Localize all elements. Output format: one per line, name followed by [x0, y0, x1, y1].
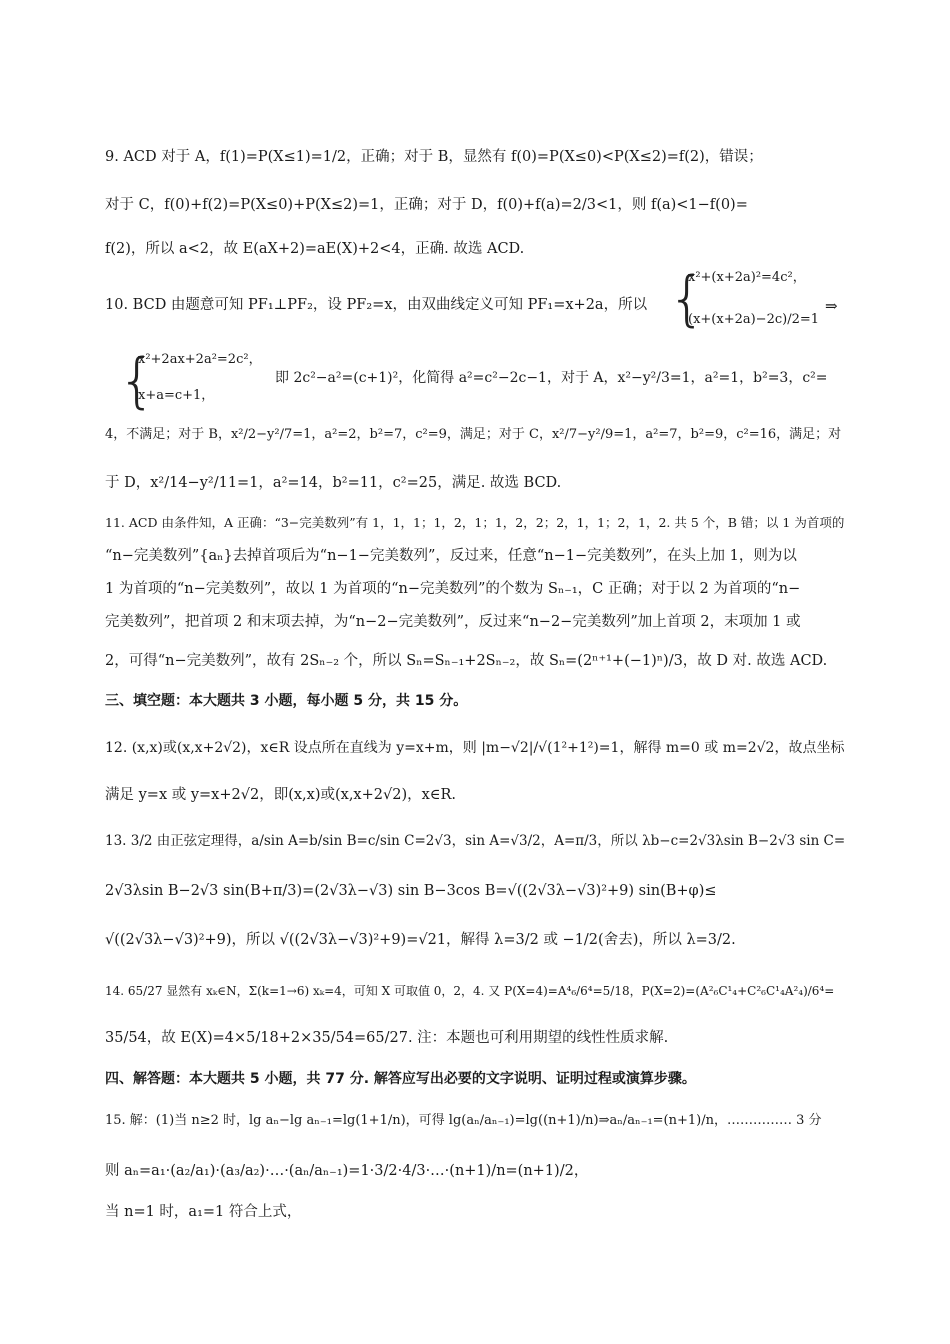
text-line: 1 为首项的“n−完美数列”，故以 1 为首项的“n−完美数列”的个数为 Sₙ₋₁，C 正确；对于以 2 为首项的“n− [105, 581, 801, 597]
equation-system-row: x²+(x+2a)²=4c²， [688, 270, 806, 285]
left-brace: { [118, 346, 157, 416]
text-line: 4，不满足；对于 B，x²/2−y²/7=1，a²=2，b²=7，c²=9，满足；对于 C，x²/7−y²/9=1，a²=7，b²=9，c²=16，满足；对 [105, 427, 842, 442]
text-line: 则 aₙ=a₁·(a₂/a₁)·(a₃/a₂)·…·(aₙ/aₙ₋₁)=1·3/2·4/3·…·(n+1)/n=(n+1)/2， [105, 1163, 589, 1179]
text-line: “n−完美数列”{aₙ}去掉首项后为“n−1−完美数列”，反过来，任意“n−1−完美数列”，在头上加 1，则为以 [105, 548, 797, 564]
section-heading: 三、填空题：本大题共 3 小题，每小题 5 分，共 15 分。 [105, 693, 468, 709]
text-line: 完美数列”，把首项 2 和末项去掉，为“n−2−完美数列”，反过来“n−2−完美数列”加上首项 2，末项加 1 或 [105, 614, 801, 630]
text-line: 9. ACD 对于 A，f(1)=P(X≤1)=1/2，正确；对于 B，显然有 f(0)=P(X≤0)<P(X≤2)=f(2)，错误； [105, 149, 763, 165]
implies-symbol: ⇒ [825, 297, 838, 315]
text-line: 对于 C，f(0)+f(2)=P(X≤0)+P(X≤2)=1，正确；对于 D，f(0)+f(a)=2/3<1，则 f(a)<1−f(0)= [105, 197, 748, 213]
equation-system-row: x²+2ax+2a²=2c²， [138, 352, 262, 367]
text-line: 10. BCD 由题意可知 PF₁⊥PF₂，设 PF₂=x，由双曲线定义可知 PF₁=x+2a，所以 [105, 297, 648, 313]
text-line: 12. (x,x)或(x,x+2√2)，x∈R 设点所在直线为 y=x+m，则 |m−√2|/√(1²+1²)=1，解得 m=0 或 m=2√2，故点坐标 [105, 740, 845, 756]
text-line: 13. 3/2 由正弦定理得，a/sin A=b/sin B=c/sin C=2√3，sin A=√3/2，A=π/3，所以 λb−c=2√3λsin B−2√3 sin C= [105, 833, 845, 849]
text-line: 14. 65/27 显然有 xₖ∈N，Σ(k=1→6) xₖ=4，可知 X 可取值 0，2，4. 又 P(X=4)=A⁴₆/6⁴=5/18，P(X=2)=(A²₆C¹₄+C²₆C¹₄A²₄)/6⁴= [105, 984, 835, 998]
text-line: 当 n=1 时，a₁=1 符合上式， [105, 1204, 302, 1220]
text-line: 于 D，x²/14−y²/11=1，a²=14，b²=11，c²=25，满足. 故选 BCD. [105, 475, 562, 491]
text-line: 11. ACD 由条件知，A 正确：“3−完美数列”有 1，1，1；1，2，1；1，2，2；2，1，1；2，1，2. 共 5 个，B 错；以 1 为首项的 [105, 515, 845, 530]
equation-system-row: x+a=c+1， [138, 388, 215, 403]
text-line: 即 2c²−a²=(c+1)²，化简得 a²=c²−2c−1，对于 A，x²−y²/3=1，a²=1，b²=3，c²= [275, 370, 828, 386]
text-line: 15. 解：(1)当 n≥2 时，lg aₙ−lg aₙ₋₁=lg(1+1/n)，可得 lg(aₙ/aₙ₋₁)=lg((n+1)/n)⇒aₙ/aₙ₋₁=(n+1)/n，…………… 3 分 [105, 1113, 822, 1128]
equation-system-row: (x+(x+2a)−2c)/2=1 [688, 312, 820, 327]
text-line: 满足 y=x 或 y=x+2√2，即(x,x)或(x,x+2√2)，x∈R. [105, 787, 457, 803]
left-brace: { [668, 264, 707, 334]
section-heading: 四、解答题：本大题共 5 小题，共 77 分. 解答应写出必要的文字说明、证明过程或演算步骤。 [105, 1071, 696, 1087]
text-line: 2√3λsin B−2√3 sin(B+π/3)=(2√3λ−√3) sin B−3cos B=√((2√3λ−√3)²+9) sin(B+φ)≤ [105, 883, 717, 899]
text-line: 2，可得“n−完美数列”，故有 2Sₙ₋₂ 个，所以 Sₙ=Sₙ₋₁+2Sₙ₋₂，故 Sₙ=(2ⁿ⁺¹+(−1)ⁿ)/3，故 D 对. 故选 ACD. [105, 653, 828, 669]
text-line: 35/54，故 E(X)=4×5/18+2×35/54=65/27. 注：本题也可利用期望的线性性质求解. [105, 1030, 669, 1046]
text-line: √((2√3λ−√3)²+9)，所以 √((2√3λ−√3)²+9)=√21，解得 λ=3/2 或 −1/2(舍去)，所以 λ=3/2. [105, 932, 736, 948]
text-line: f(2)，所以 a<2，故 E(aX+2)=aE(X)+2<4，正确. 故选 ACD. [105, 241, 525, 257]
